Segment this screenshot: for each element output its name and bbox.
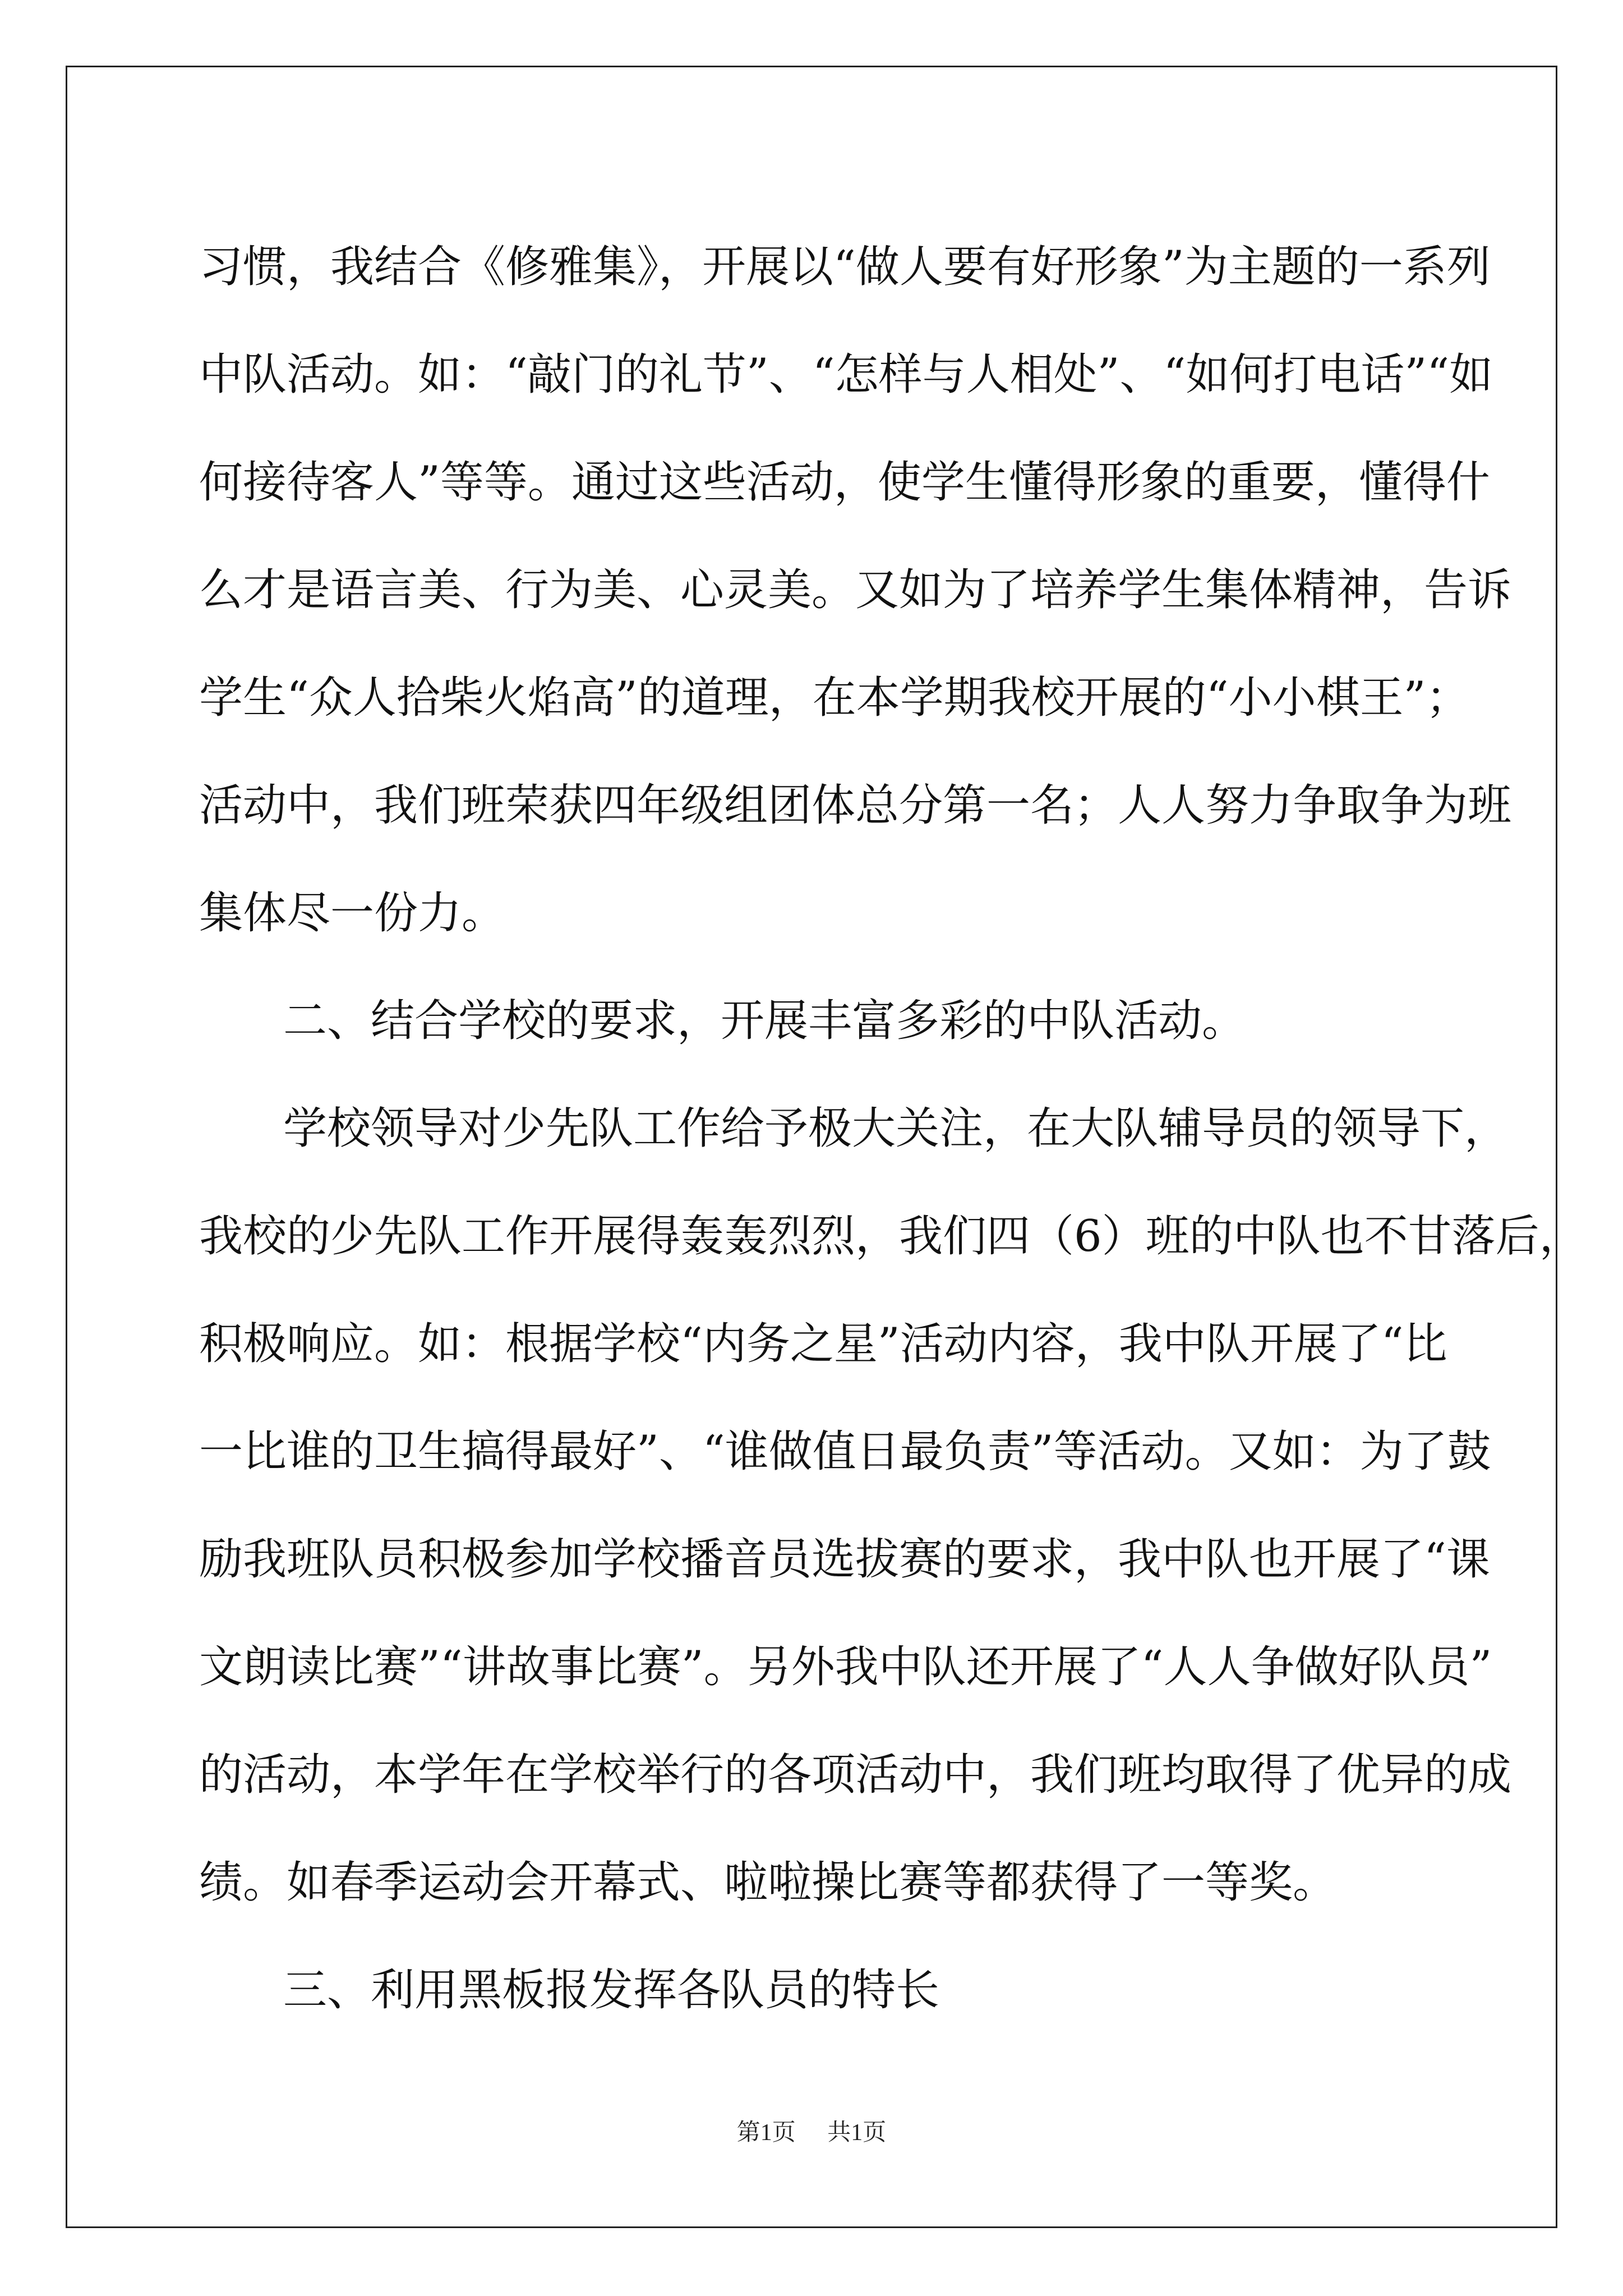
paragraph-1-line-4: 么才是语言美、行为美、心灵美。又如为了培养学生集体精神，告诉 (199, 565, 1512, 615)
paragraph-1-line-1: 习惯，我结合《修雅集》，开展以“做人要有好形象”为主题的一系列 (199, 242, 1491, 292)
paragraph-2-line-6: 文朗读比赛”“讲故事比赛”。另外我中队还开展了“人人争做好队员” (199, 1642, 1492, 1692)
paragraph-1-line-7: 集体尽一份力。 (199, 888, 506, 938)
page-footer (0, 2116, 1623, 2150)
paragraph-1-line-2: 中队活动。如：“敲门的礼节”、“怎样与人相处”、“如何打电话”“如 (199, 349, 1493, 400)
section-heading-3: 三、利用黑板报发挥各队员的特长 (283, 1965, 940, 2016)
document-body (199, 213, 1583, 2044)
paragraph-2-line-2: 我校的少先队工作开展得轰轰烈烈，我们四（6）班的中队也不甘落后， (199, 1211, 1583, 1262)
page-total: 共1页 (827, 2120, 887, 2146)
paragraph-1-line-5: 学生“众人拾柴火焰高”的道理，在本学期我校开展的“小小棋王”； (199, 673, 1470, 723)
paragraph-2-line-5: 励我班队员积极参加学校播音员选拔赛的要求，我中队也开展了“课 (199, 1534, 1490, 1585)
paragraph-2-line-8: 绩。如春季运动会开幕式、啦啦操比赛等都获得了一等奖。 (199, 1857, 1337, 1908)
paragraph-1-line-3: 何接待客人”等等。通过这些活动，使学生懂得形象的重要，懂得什 (199, 457, 1490, 508)
paragraph-2-line-1: 学校领导对少先队工作给予极大关注，在大队辅导员的领导下， (283, 1103, 1509, 1154)
section-heading-2: 二、结合学校的要求，开展丰富多彩的中队活动。 (283, 996, 1246, 1046)
paragraph-1-line-6: 活动中，我们班荣获四年级组团体总分第一名；人人努力争取争为班 (199, 780, 1512, 831)
paragraph-2-line-4: 一比谁的卫生搞得最好”、“谁做值日最负责”等活动。又如：为了鼓 (199, 1427, 1491, 1477)
paragraph-2-line-7: 的活动，本学年在学校举行的各项活动中，我们班均取得了优异的成 (199, 1750, 1512, 1800)
paragraph-2-line-3: 积极响应。如：根据学校“内务之星”活动内容，我中队开展了“比 (199, 1319, 1447, 1369)
page-number: 第1页 (736, 2120, 796, 2146)
